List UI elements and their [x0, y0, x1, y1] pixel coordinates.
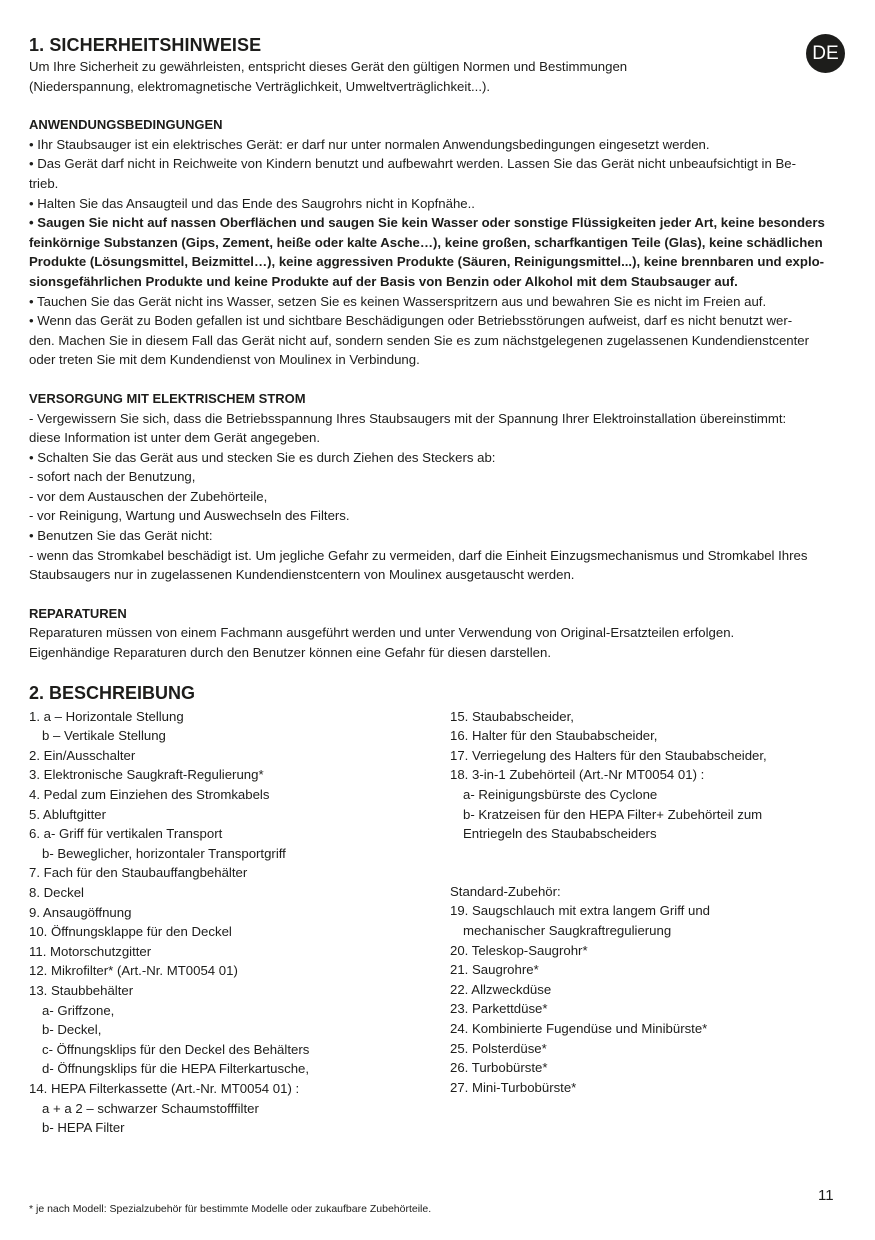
section-2-title: 2. BESCHREIBUNG — [29, 682, 196, 703]
list-item: 17. Verriegelung des Halters für den Staubabscheider, — [450, 747, 767, 763]
list-item: 23. Parkettdüse* — [450, 1001, 548, 1017]
power-line: • Schalten Sie das Gerät aus und stecken Sie es durch Ziehen des Steckers ab: — [29, 449, 496, 465]
list-item: a + a 2 – schwarzer Schaumstofffilter — [42, 1100, 259, 1116]
page-number: 11 — [818, 1187, 834, 1204]
list-item: 10. Öffnungsklappe für den Deckel — [29, 924, 232, 940]
list-item: 1. a – Horizontale Stellung — [29, 708, 184, 724]
power-line: - sofort nach der Benutzung, — [29, 469, 196, 485]
usage-warning-line: sionsgefährlichen Produkte und keine Produkte auf der Basis von Benzin oder Alkohol mit dem Staubsauger auf. — [29, 273, 738, 289]
accessories-heading: Standard-Zubehör: — [450, 883, 561, 899]
list-item: 24. Kombinierte Fugendüse und Minibürste* — [450, 1020, 708, 1036]
list-item: b- Kratzeisen für den HEPA Filter+ Zubehörteil zum — [463, 806, 763, 822]
power-line: • Benutzen Sie das Gerät nicht: — [29, 528, 213, 544]
usage-line: • Halten Sie das Ansaugteil und das Ende des Saugrohrs nicht in Kopfnähe.. — [29, 195, 475, 211]
description-list-left — [29, 707, 439, 1138]
power-heading: VERSORGUNG MIT ELEKTRISCHEM STROM — [29, 390, 306, 406]
list-item: 8. Deckel — [29, 884, 84, 900]
list-item: a- Reinigungsbürste des Cyclone — [463, 787, 658, 802]
list-item: Entriegeln des Staubabscheiders — [463, 826, 657, 842]
list-item: d- Öffnungsklips für die HEPA Filterkartusche, — [42, 1061, 310, 1077]
list-item: b- Deckel, — [42, 1022, 102, 1038]
list-item: 18. 3-in-1 Zubehörteil (Art.-Nr MT0054 01) : — [450, 767, 705, 783]
power-line: - wenn das Stromkabel beschädigt ist. Um jegliche Gefahr zu vermeiden, darf die Einheit Einzugsmechanismus und Stromkabel Ihres — [29, 547, 808, 563]
section-1-title: 1. SICHERHEITSHINWEISE — [29, 35, 262, 55]
description-columns — [29, 707, 845, 1147]
list-item: 27. Mini-Turbobürste* — [450, 1079, 577, 1095]
list-item: 19. Saugschlauch mit extra langem Griff und — [450, 903, 710, 919]
repairs-line: Reparaturen müssen von einem Fachmann ausgeführt werden und unter Verwendung von Original-Ersatzteilen erfolgen. — [29, 625, 735, 641]
list-item: 15. Staubabscheider, — [450, 708, 574, 724]
list-item: 20. Teleskop-Saugrohr* — [450, 942, 588, 958]
list-item: c- Öffnungsklips für den Deckel des Behälters — [42, 1041, 310, 1057]
spacer — [450, 863, 845, 882]
usage-line: • Tauchen Sie das Gerät nicht ins Wasser, setzen Sie es keinen Wasserspritzern aus und bewahren Sie es nicht im Freien auf. — [29, 293, 767, 309]
list-item: b- Beweglicher, horizontaler Transportgriff — [42, 845, 286, 861]
list-item: b – Vertikale Stellung — [42, 728, 166, 744]
list-item: 5. Abluftgitter — [29, 806, 106, 822]
power-line: - vor dem Austauschen der Zubehörteile, — [29, 488, 268, 504]
repairs-line: Eigenhändige Reparaturen durch den Benutzer können eine Gefahr für diesen darstellen. — [29, 645, 551, 661]
list-item: 4. Pedal zum Einziehen des Stromkabels — [29, 787, 270, 802]
list-item: 3. Elektronische Saugkraft-Regulierung* — [29, 767, 264, 783]
usage-line: • Ihr Staubsauger ist ein elektrisches Gerät: er darf nur unter normalen Anwendungsbedingungen eingesetzt werden. — [29, 136, 710, 152]
intro-line: Um Ihre Sicherheit zu gewährleisten, entspricht dieses Gerät den gültigen Normen und Bestimmungen — [29, 59, 628, 74]
intro-line: (Niederspannung, elektromagnetische Verträglichkeit, Umweltverträglichkeit...). — [29, 78, 491, 94]
list-item: 21. Saugrohre* — [450, 962, 539, 978]
list-item: 9. Ansaugöffnung — [29, 904, 132, 920]
list-item: 22. Allzweckdüse — [450, 981, 552, 997]
list-item: 6. a- Griff für vertikalen Transport — [29, 826, 223, 842]
usage-line: • Das Gerät darf nicht in Reichweite von Kindern benutzt und aufbewahrt werden. Lassen Sie das Gerät nicht unbeaufsichtigt in Be- — [29, 156, 796, 172]
usage-line: trieb. — [29, 175, 59, 191]
list-item: mechanischer Saugkraftregulierung — [463, 922, 672, 938]
list-item: b- HEPA Filter — [42, 1120, 125, 1136]
list-item: 16. Halter für den Staubabscheider, — [450, 728, 658, 744]
usage-warning-line: Produkte (Lösungsmittel, Beizmittel…), keine aggressiven Produkte (Säuren, Reinigungsmittel...), keine brennbaren und explo- — [29, 254, 825, 270]
list-item: 12. Mikrofilter* (Art.-Nr. MT0054 01) — [29, 963, 238, 979]
usage-line: den. Machen Sie in diesem Fall das Gerät nicht auf, sondern senden Sie es zum nächstgelegenen zugelassenen Kundendienstcenter — [29, 332, 810, 348]
usage-line: oder treten Sie mit dem Kundendienst von Moulinex in Verbindung. — [29, 352, 420, 368]
page-content — [29, 33, 845, 1147]
list-item: a- Griffzone, — [42, 1002, 115, 1018]
usage-warning-line: • Saugen Sie nicht auf nassen Oberflächen und saugen Sie kein Wasser oder sonstige Flüssigkeiten jeder Art, keine besonders — [29, 215, 825, 231]
power-line: diese Information ist unter dem Gerät angegeben. — [29, 430, 321, 446]
language-badge: DE — [806, 34, 845, 73]
power-line: Staubsaugers nur in zugelassenen Kundendienstcentern von Moulinex ausgetauscht werden. — [29, 567, 575, 583]
usage-warning-line: feinkörnige Substanzen (Gips, Zement, heiße oder kalte Asche…), keine großen, scharfkantigen Teile (Glas), keine schädlichen — [29, 234, 823, 250]
list-item: 26. Turbobürste* — [450, 1060, 548, 1076]
power-line: - Vergewissern Sie sich, dass die Betriebsspannung Ihres Staubsaugers mit der Spannung Ihrer Elektroinstallation übereinstimmt: — [29, 410, 787, 426]
list-item: 7. Fach für den Staubauffangbehälter — [29, 865, 248, 881]
list-item: 11. Motorschutzgitter — [29, 943, 152, 959]
list-item: 13. Staubbehälter — [29, 982, 134, 998]
power-line: - vor Reinigung, Wartung und Auswechseln des Filters. — [29, 508, 350, 524]
usage-line: • Wenn das Gerät zu Boden gefallen ist und sichtbare Beschädigungen oder Betriebsstörungen aufweist, darf es nicht benutzt wer- — [29, 313, 793, 329]
usage-heading: ANWENDUNGSBEDINGUNGEN — [29, 117, 223, 133]
list-item: 25. Polsterdüse* — [450, 1040, 547, 1056]
description-list-right — [450, 707, 845, 1098]
list-item: 14. HEPA Filterkassette (Art.-Nr. MT0054 01) : — [29, 1080, 300, 1096]
spacer — [450, 844, 845, 863]
list-item: 2. Ein/Ausschalter — [29, 747, 136, 763]
footnote: * je nach Modell: Spezialzubehör für bestimmte Modelle oder zukaufbare Zubehörteile. — [29, 1203, 432, 1215]
repairs-heading: REPARATUREN — [29, 605, 127, 621]
